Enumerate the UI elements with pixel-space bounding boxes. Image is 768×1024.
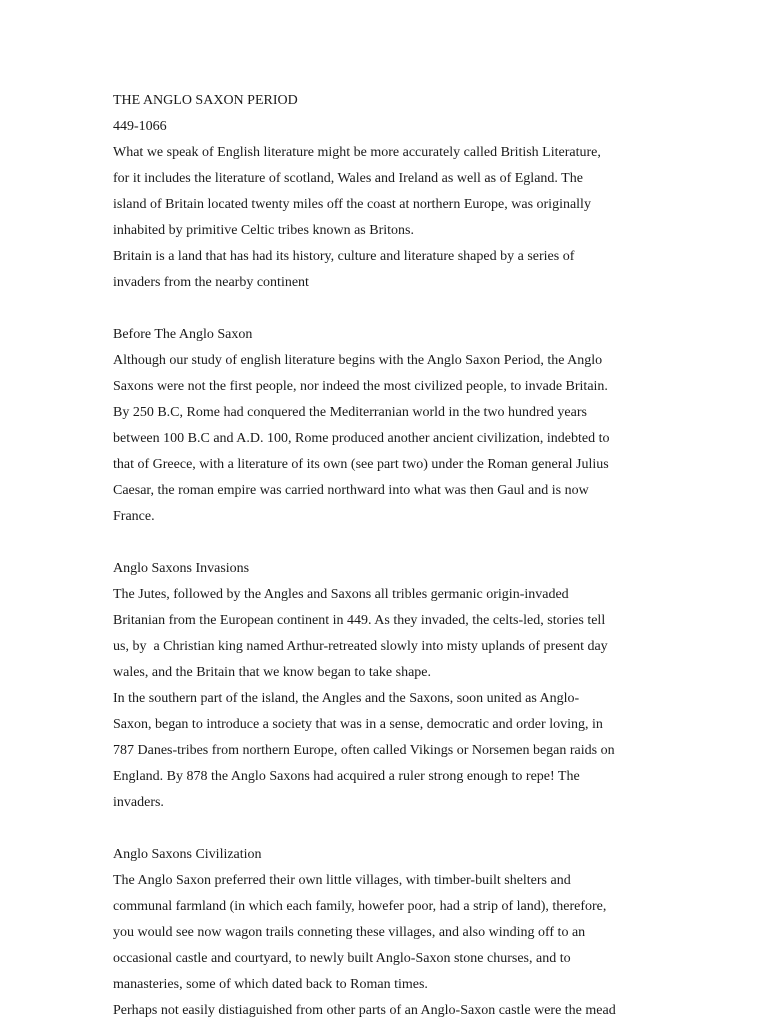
section-line: Caesar, the roman empire was carried northward into what was then Gaul and is now: [113, 483, 589, 498]
intro-line: for it includes the literature of scotland, Wales and Ireland as well as of Egland. The: [113, 171, 583, 186]
section-line: France.: [113, 509, 155, 524]
section-line: Although our study of english literature begins with the Anglo Saxon Period, the Anglo: [113, 353, 603, 368]
document-title: THE ANGLO SAXON PERIOD: [113, 93, 298, 108]
section-line: Saxon, began to introduce a society that was in a sense, democratic and order loving, in: [113, 717, 603, 732]
section-heading: Before The Anglo Saxon: [113, 327, 253, 342]
document-dates: 449-1066: [113, 119, 167, 134]
paragraph-spacer: [113, 816, 673, 842]
section-line: that of Greece, with a literature of its own (see part two) under the Roman general Julius: [113, 457, 609, 472]
section-line: Saxons were not the first people, nor indeed the most civilized people, to invade Britain.: [113, 379, 608, 394]
section-line: England. By 878 the Anglo Saxons had acquired a ruler strong enough to repe! The: [113, 769, 580, 784]
section-line: In the southern part of the island, the Angles and the Saxons, soon united as Anglo-: [113, 691, 580, 706]
intro-line: Britain is a land that has had its history, culture and literature shaped by a series of: [113, 249, 575, 264]
section-line: manasteries, some of which dated back to Roman times.: [113, 977, 428, 992]
section-line: occasional castle and courtyard, to newly built Anglo-Saxon stone churses, and to: [113, 951, 571, 966]
document-body: [113, 88, 673, 1024]
section-line: between 100 B.C and A.D. 100, Rome produced another ancient civilization, indebted to: [113, 431, 610, 446]
intro-line: invaders from the nearby continent: [113, 275, 309, 290]
section-line: The Jutes, followed by the Angles and Saxons all tribles germanic origin-invaded: [113, 587, 569, 602]
paragraph-spacer: [113, 530, 673, 556]
paragraph-spacer: [113, 296, 673, 322]
intro-line: island of Britain located twenty miles off the coast at northern Europe, was originally: [113, 197, 591, 212]
section-line: invaders.: [113, 795, 164, 810]
section-heading: Anglo Saxons Invasions: [113, 561, 250, 576]
section-line: Perhaps not easily distiaguished from other parts of an Anglo-Saxon castle were the mead: [113, 1003, 616, 1018]
section-line: communal farmland (in which each family, howefer poor, had a strip of land), therefore,: [113, 899, 607, 914]
section-heading: Anglo Saxons Civilization: [113, 847, 262, 862]
section-line: wales, and the Britain that we know began to take shape.: [113, 665, 432, 680]
intro-line: What we speak of English literature might be more accurately called British Literature,: [113, 145, 601, 160]
section-line: By 250 B.C, Rome had conquered the Mediterranian world in the two hundred years: [113, 405, 587, 420]
section-line: Britanian from the European continent in 449. As they invaded, the celts-led, stories tell: [113, 613, 606, 628]
intro-line: inhabited by primitive Celtic tribes known as Britons.: [113, 223, 414, 238]
section-line: The Anglo Saxon preferred their own little villages, with timber-built shelters and: [113, 873, 571, 888]
section-line: you would see now wagon trails conneting these villages, and also winding off to an: [113, 925, 586, 940]
section-line: 787 Danes-tribes from northern Europe, often called Vikings or Norsemen began raids on: [113, 743, 615, 758]
section-line: us, by a Christian king named Arthur-retreated slowly into misty uplands of present day: [113, 639, 608, 654]
